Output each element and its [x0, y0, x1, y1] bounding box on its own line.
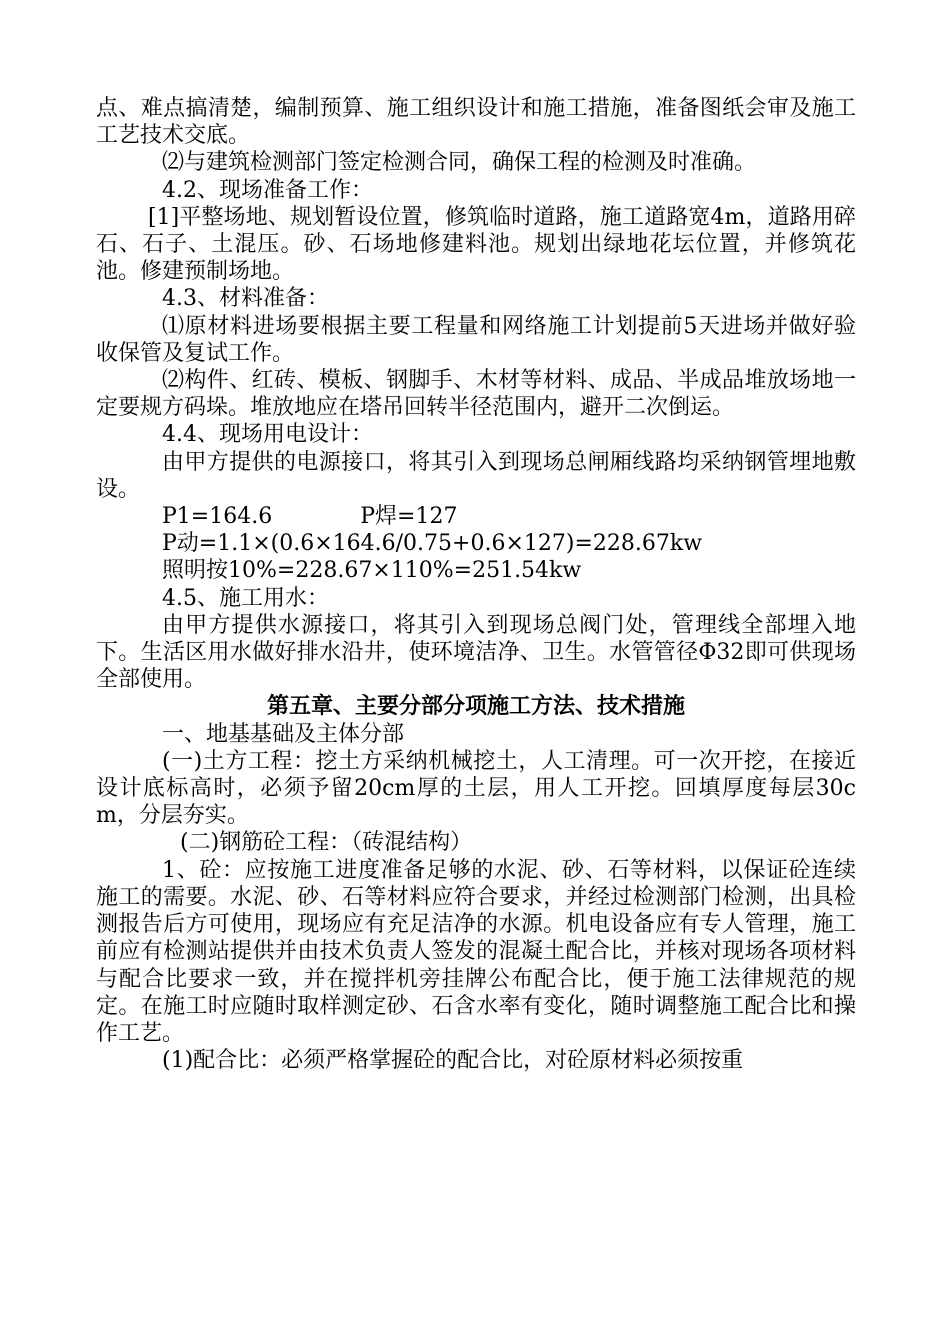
- paragraph-components-stacking: ⑵构件、红砖、模板、钢脚手、木材等材料、成品、半成品堆放场地一定要规方码垛。堆放地应在塔吊回转半径范围内，避开二次倒运。: [96, 368, 856, 421]
- paragraph-raw-materials: ⑴原材料进场要根据主要工程量和网络施工计划提前5天进场并做好验收保管及复试工作。: [96, 313, 856, 366]
- paragraph-water-supply: 由甲方提供水源接口，将其引入到现场总阀门处，管理线全部埋入地下。生活区用水做好排水沿井，使环境洁净、卫生。水管管径Φ32即可供现场全部使用。: [96, 612, 856, 693]
- formula-lighting: 照明按10%=228.67×110%=251.54kw: [162, 558, 582, 584]
- paragraph-mix-ratio: (1)配合比：必须严格掌握砼的配合比，对砼原材料必须按重: [162, 1048, 744, 1074]
- paragraph-concrete-prep: 1、砼：应按施工进度准备足够的水泥、砂、石等材料，以保证砼连续施工的需要。水泥、砂、石等材料应符合要求，并经过检测部门检测，出具检测报告后方可使用，现场应有充足洁净的水源。机电设备应有专人管理，施工前应有检测站提供并由技术负责人签发的混凝土配合比，并核对现场各项材料与配合比要求一致，并在搅拌机旁挂牌公布配合比，便于施工法律规范的规定。在施工时应随时取样测定砂、石含水率有变化，随时调整施工配合比和操作工艺。: [96, 857, 856, 1046]
- section-heading-concrete: (二)钢筋砼工程：（砖混结构）: [180, 830, 473, 856]
- section-heading-4-2: 4.2、现场准备工作：: [162, 177, 373, 203]
- formula-power-values: [96, 503, 856, 530]
- section-heading-foundation: 一、地基基础及主体分部: [162, 721, 405, 747]
- formula-p1: P1=164.6: [162, 504, 273, 530]
- paragraph-power-supply: 由甲方提供的电源接口，将其引入到现场总闸厢线路均采纳钢管埋地敷设。: [96, 449, 856, 502]
- document-page: [96, 95, 856, 1074]
- section-heading-4-4: 4.4、现场用电设计：: [162, 422, 373, 448]
- formula-p-weld: P焊=127: [360, 504, 458, 530]
- section-heading-4-3: 4.3、材料准备：: [162, 286, 329, 312]
- paragraph-inspection-contract: ⑵与建筑检测部门签定检测合同，确保工程的检测及时准确。: [162, 150, 757, 176]
- paragraph-site-preparation: [1]平整场地、规划暂设位置，修筑临时道路，施工道路宽4m，道路用碎石、石子、土混压。砂、石场地修建料池。规划出绿地花坛位置，并修筑花池。修建预制场地。: [96, 204, 856, 285]
- chapter-title: 第五章、主要分部分项施工方法、技术措施: [266, 693, 685, 720]
- formula-p-motor: P动=1.1×(0.6×164.6/0.75+0.6×127)=228.67kw: [162, 531, 703, 557]
- paragraph-continuation: 点、难点搞清楚，编制预算、施工组织设计和施工措施，准备图纸会审及施工工艺技术交底。: [96, 96, 856, 149]
- section-heading-4-5: 4.5、施工用水：: [162, 585, 329, 611]
- paragraph-earthwork: (一)土方工程：挖土方采纳机械挖土，人工清理。可一次开挖，在接近设计底标高时，必须予留20cm厚的土层，用人工开挖。回填厚度每层30cm，分层夯实。: [96, 748, 856, 829]
